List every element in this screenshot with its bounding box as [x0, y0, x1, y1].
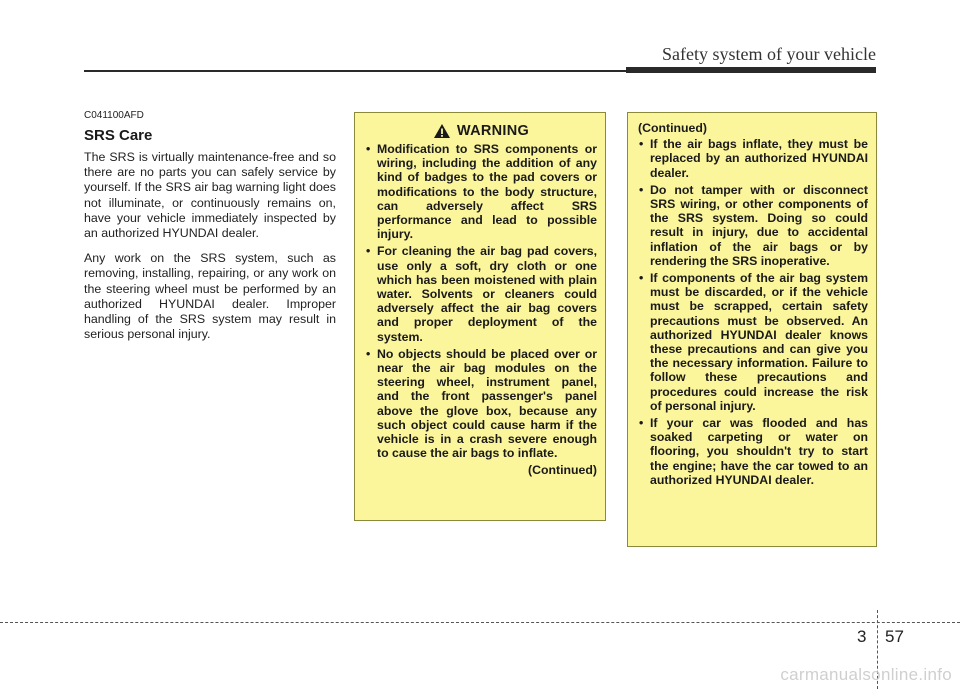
section-title: SRS Care — [84, 127, 153, 144]
header-rule-accent — [626, 67, 876, 73]
list-item: • For cleaning the air bag pad covers, use only a soft, dry cloth or one which has been moistened with plain water. Solvents or cleaners could adversely affect the air bag covers and proper deployment of the system. — [365, 244, 597, 343]
list-item: • If the air bags inflate, they must be replaced by an authorized HYUNDAI dealer. — [638, 137, 868, 180]
page-number: 57 — [885, 627, 904, 646]
srs-care-section — [84, 110, 336, 352]
footer-rule — [0, 622, 960, 623]
list-item: • Modification to SRS components or wiring, including the addition of any kind of badges to the pad covers or modifications to the body structure, can adversely affect SRS performance and lead to possible injury. — [365, 142, 597, 241]
warning-triangle-icon — [433, 123, 451, 139]
list-item: • If components of the air bag system must be discarded, or if the vehicle must be scrapped, certain safety precautions must be observed. An authorized HYUNDAI dealer knows these precautions and can give you the necessary information. Failure to follow these precautions and procedures could increase the risk of personal injury. — [638, 271, 868, 413]
warning-box — [354, 112, 606, 521]
list-item: • Do not tamper with or disconnect SRS wiring, or other components of the SRS system. Doing so could result in injury, due to accidental inflation of the air bags or by rendering the SRS inoperative. — [638, 183, 868, 268]
body-paragraph-2: Any work on the SRS system, such as removing, installing, repairing, or any work on the steering wheel must be performed by an authorized HYUNDAI dealer. Improper handling of the SRS system may result in serious personal injury. — [84, 251, 336, 342]
chapter-number: 3 — [857, 627, 867, 646]
warning-list — [365, 142, 597, 460]
watermark: carmanualsonline.info — [780, 665, 952, 684]
section-code: C041100AFD — [84, 110, 144, 121]
continued-list — [638, 137, 868, 487]
warning-title: WARNING — [456, 123, 530, 139]
continued-warning-box — [627, 112, 877, 547]
warning-header — [365, 123, 597, 139]
list-item: • No objects should be placed over or near the air bag modules on the steering wheel, instrument panel, and the front passenger's panel above the glove box, because any such object could cause harm if the vehicle is in a crash severe enough to cause the air bags to inflate. — [365, 347, 597, 461]
list-item: • If your car was flooded and has soaked carpeting or water on flooring, you shouldn't try to start the engine; have the car towed to an authorized HYUNDAI dealer. — [638, 416, 868, 487]
body-paragraph-1: The SRS is virtually maintenance-free and so there are no parts you can safely service by yourself. If the SRS air bag warning light does not illuminate, or continuously remains on, have your vehicle immediately inspected by an authorized HYUNDAI dealer. — [84, 150, 336, 241]
continued-label: (Continued) — [528, 463, 597, 478]
page-header-title: Safety system of your vehicle — [662, 44, 876, 64]
continued-label: (Continued) — [638, 121, 707, 135]
